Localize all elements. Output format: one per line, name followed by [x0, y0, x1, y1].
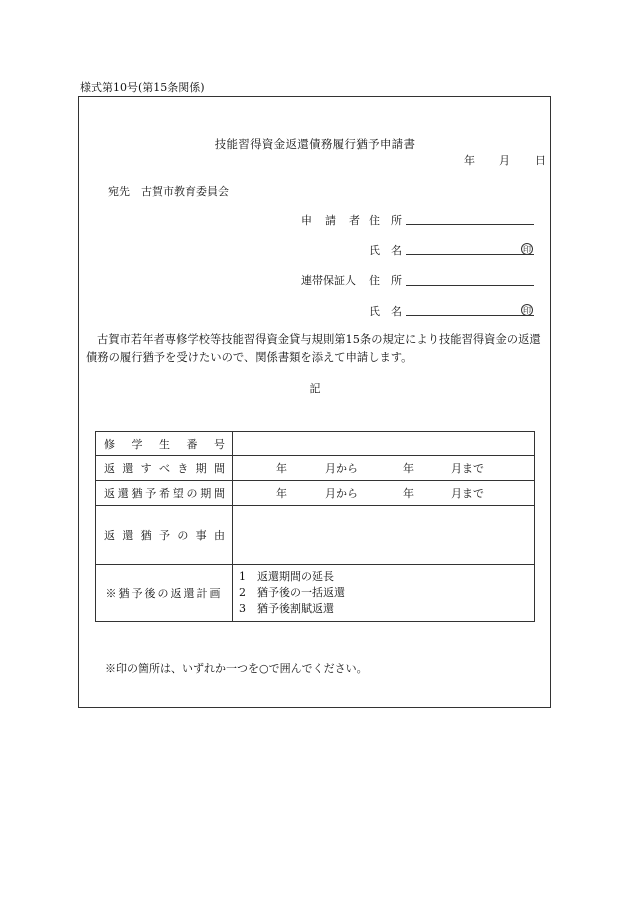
deferral-reason-field[interactable]: [233, 506, 535, 565]
table-row: [96, 506, 535, 565]
table-row: [96, 481, 535, 506]
plan-option-extend[interactable]: 1 返還期間の延長: [239, 570, 334, 583]
from-month-label: 月から: [325, 487, 358, 500]
deferral-reason-label: 返 還 猶 予 の 事 由: [96, 506, 233, 565]
application-details-table: [95, 431, 535, 622]
applicant-name-label: 氏 名: [369, 244, 402, 257]
repayment-plan-label: ※猶予後の返還計画: [96, 565, 233, 622]
form-number-label: 様式第10号(第15条関係): [80, 81, 205, 94]
student-number-field[interactable]: [233, 432, 535, 456]
guarantor-seal-mark: 印: [523, 306, 531, 315]
to-month-label: 月まで: [451, 487, 484, 500]
guarantor-address-line[interactable]: [406, 285, 534, 286]
table-row: [96, 565, 535, 622]
addressee: 宛先 古賀市教育委員会: [108, 185, 229, 198]
date-year-label: 年: [464, 154, 475, 167]
repayment-plan-options: [233, 565, 535, 622]
applicant-seal-mark: 印: [523, 245, 531, 254]
repay-period-field[interactable]: [233, 456, 535, 481]
student-number-label: 修 学 生 番 号: [96, 432, 233, 456]
repay-period-label: 返 還 す べ き 期 間: [96, 456, 233, 481]
date-day-label: 日: [535, 154, 546, 167]
circle-instruction-note: ※印の箇所は、いずれか一つを○で囲んでください。: [105, 662, 368, 675]
from-year-label: 年: [276, 487, 287, 500]
table-row: [96, 456, 535, 481]
to-year-label: 年: [403, 462, 414, 475]
applicant-address-label: 住 所: [369, 214, 402, 227]
applicant-name-line[interactable]: [406, 254, 534, 255]
applicant-role-char: 申: [301, 214, 312, 227]
table-row: [96, 432, 535, 456]
guarantor-address-label: 住 所: [369, 274, 402, 287]
date-month-label: 月: [499, 154, 510, 167]
plan-option-lump-sum[interactable]: 2 猶予後の一括返還: [239, 586, 345, 599]
from-month-label: 月から: [325, 462, 358, 475]
ki-heading: 記: [309, 382, 321, 395]
guarantor-name-label: 氏 名: [369, 305, 402, 318]
to-year-label: 年: [403, 487, 414, 500]
applicant-address-line[interactable]: [406, 224, 534, 225]
application-statement: 古賀市若年者専修学校等技能習得資金貸与規則第15条の規定により技能習得資金の返還債務の履行猶予を受けたいので、関係書類を添えて申請します。: [86, 333, 541, 364]
from-year-label: 年: [276, 462, 287, 475]
deferral-period-label: 返 還 猶 予 希 望 の 期 間: [96, 481, 233, 506]
to-month-label: 月まで: [451, 462, 484, 475]
form-title: 技能習得資金返還債務履行猶予申請書: [214, 137, 416, 151]
deferral-period-field[interactable]: [233, 481, 535, 506]
applicant-role-char: 者: [349, 214, 360, 227]
plan-option-installment[interactable]: 3 猶予後割賦返還: [239, 602, 334, 615]
guarantor-role: 連帯保証人: [301, 274, 356, 287]
guarantor-name-line[interactable]: [406, 315, 534, 316]
applicant-role-char: 請: [325, 214, 336, 227]
